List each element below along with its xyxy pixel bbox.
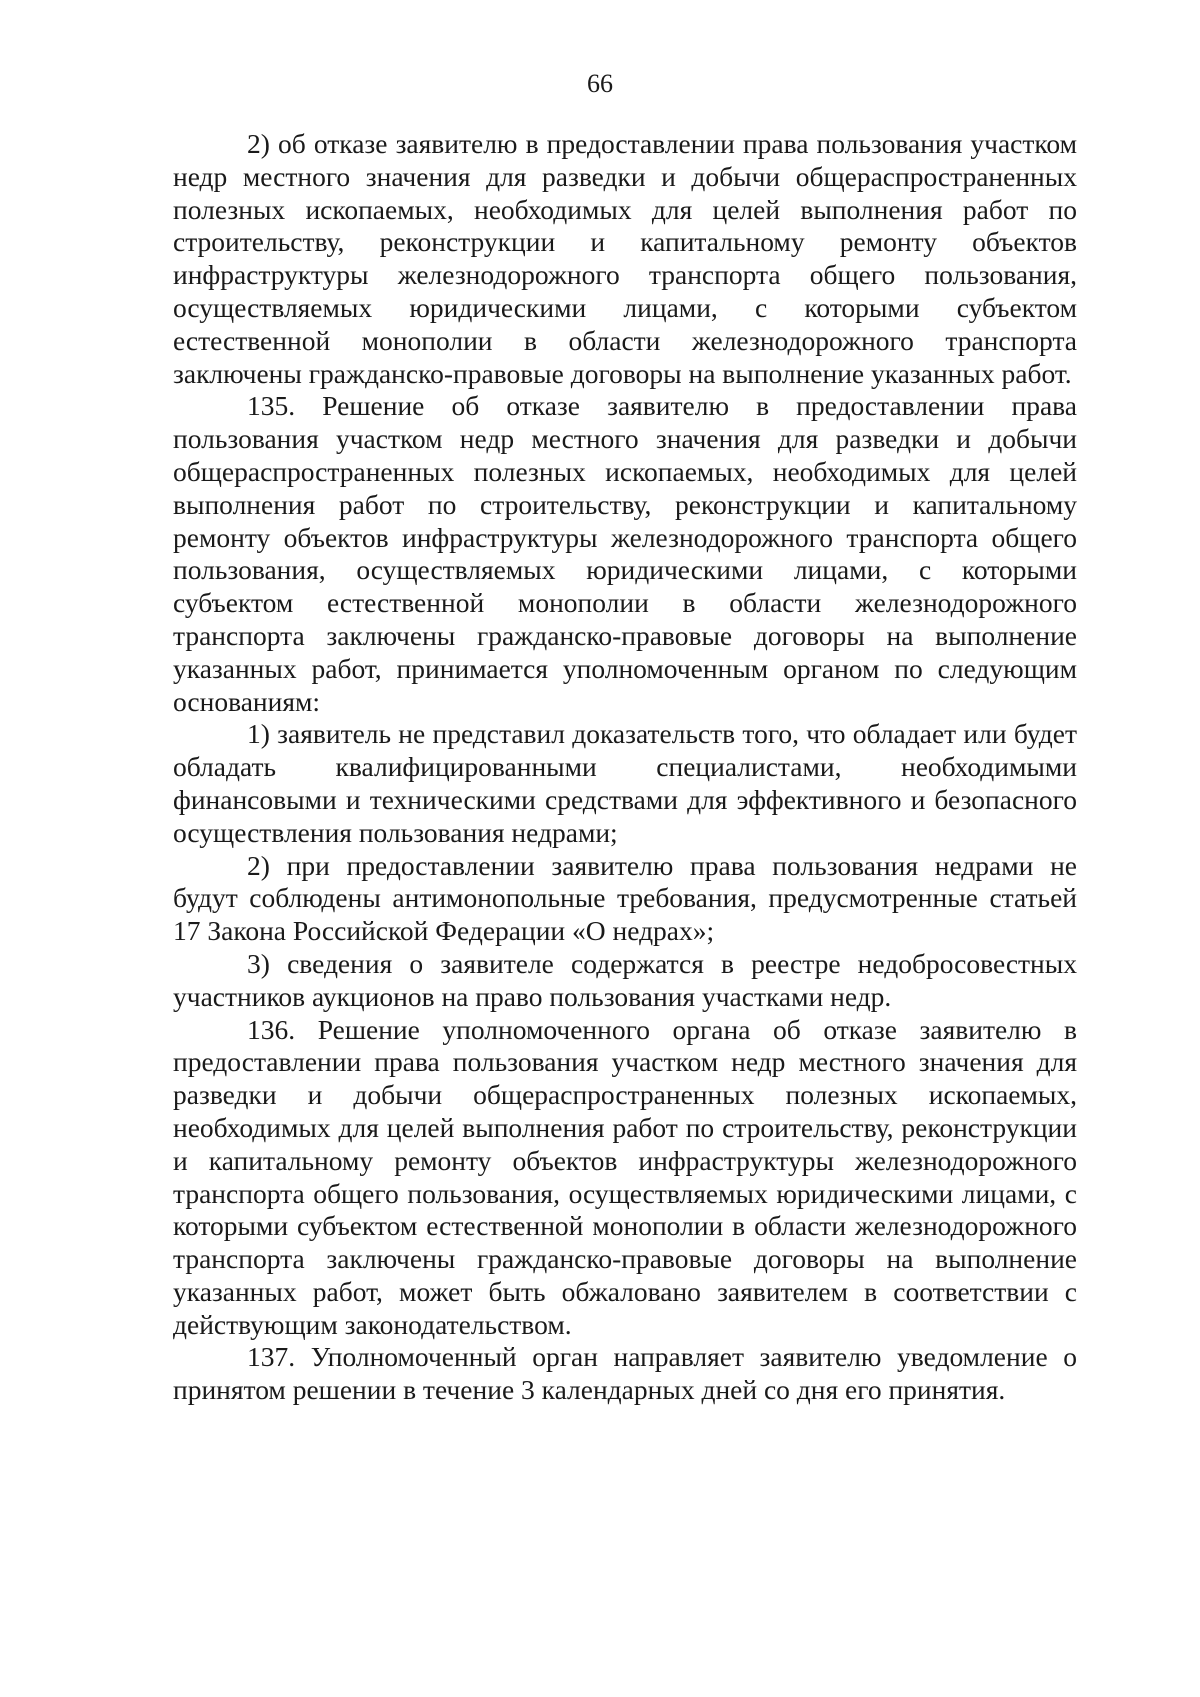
- paragraph-135-item-1: 1) заявитель не представил доказательств того, что обладает или будет обладать квалифицированными специалистами, необходимыми финансовыми и техническими средствами для эффективного и безопасного осуществления пользования недрами;: [173, 718, 1077, 848]
- paragraph-136: 136. Решение уполномоченного органа об отказе заявителю в предоставлении права пользования участком недр местного значения для разведки и добычи общераспространенных полезных ископаемых, необходимых для целей выполнения работ по строительству, реконструкции и капитальному ремонту объектов инфраструктуры железнодорожного транспорта общего пользования, осуществляемых юридическими лицами, с которыми субъектом естественной монополии в области железнодорожного транспорта заключены гражданско-правовые договоры на выполнение указанных работ, может быть обжаловано заявителем в соответствии с действующим законодательством.: [173, 1013, 1077, 1340]
- paragraph-135: 135. Решение об отказе заявителю в предоставлении права пользования участком недр местного значения для разведки и добычи общераспространенных полезных ископаемых, необходимых для целей выполнения работ по строительству, реконструкции и капитальному ремонту объектов инфраструктуры железнодорожного транспорта общего пользования, осуществляемых юридическими лицами, с которыми субъектом естественной монополии в области железнодорожного транспорта заключены гражданско-правовые договоры на выполнение указанных работ, принимается уполномоченным органом по следующим основаниям:: [173, 390, 1077, 717]
- paragraph-item-2: 2) об отказе заявителю в предоставлении права пользования участком недр местного значения для разведки и добычи общераспространенных полезных ископаемых, необходимых для целей выполнения работ по строительству, реконструкции и капитальному ремонту объектов инфраструктуры железнодорожного транспорта общего пользования, осуществляемых юридическими лицами, с которыми субъектом естественной монополии в области железнодорожного транспорта заключены гражданско-правовые договоры на выполнение указанных работ.: [173, 128, 1077, 389]
- page-number: 66: [587, 69, 613, 98]
- paragraph-137: 137. Уполномоченный орган направляет заявителю уведомление о принятом решении в течение 3 календарных дней со дня его принятия.: [173, 1341, 1077, 1406]
- document-body: [173, 128, 1077, 1407]
- paragraph-135-item-3: 3) сведения о заявителе содержатся в реестре недобросовестных участников аукционов на право пользования участками недр.: [173, 947, 1077, 1012]
- paragraph-135-item-2: 2) при предоставлении заявителю права пользования недрами не будут соблюдены антимонопольные требования, предусмотренные статьей 17 Закона Российской Федерации «О недрах»;: [173, 849, 1077, 947]
